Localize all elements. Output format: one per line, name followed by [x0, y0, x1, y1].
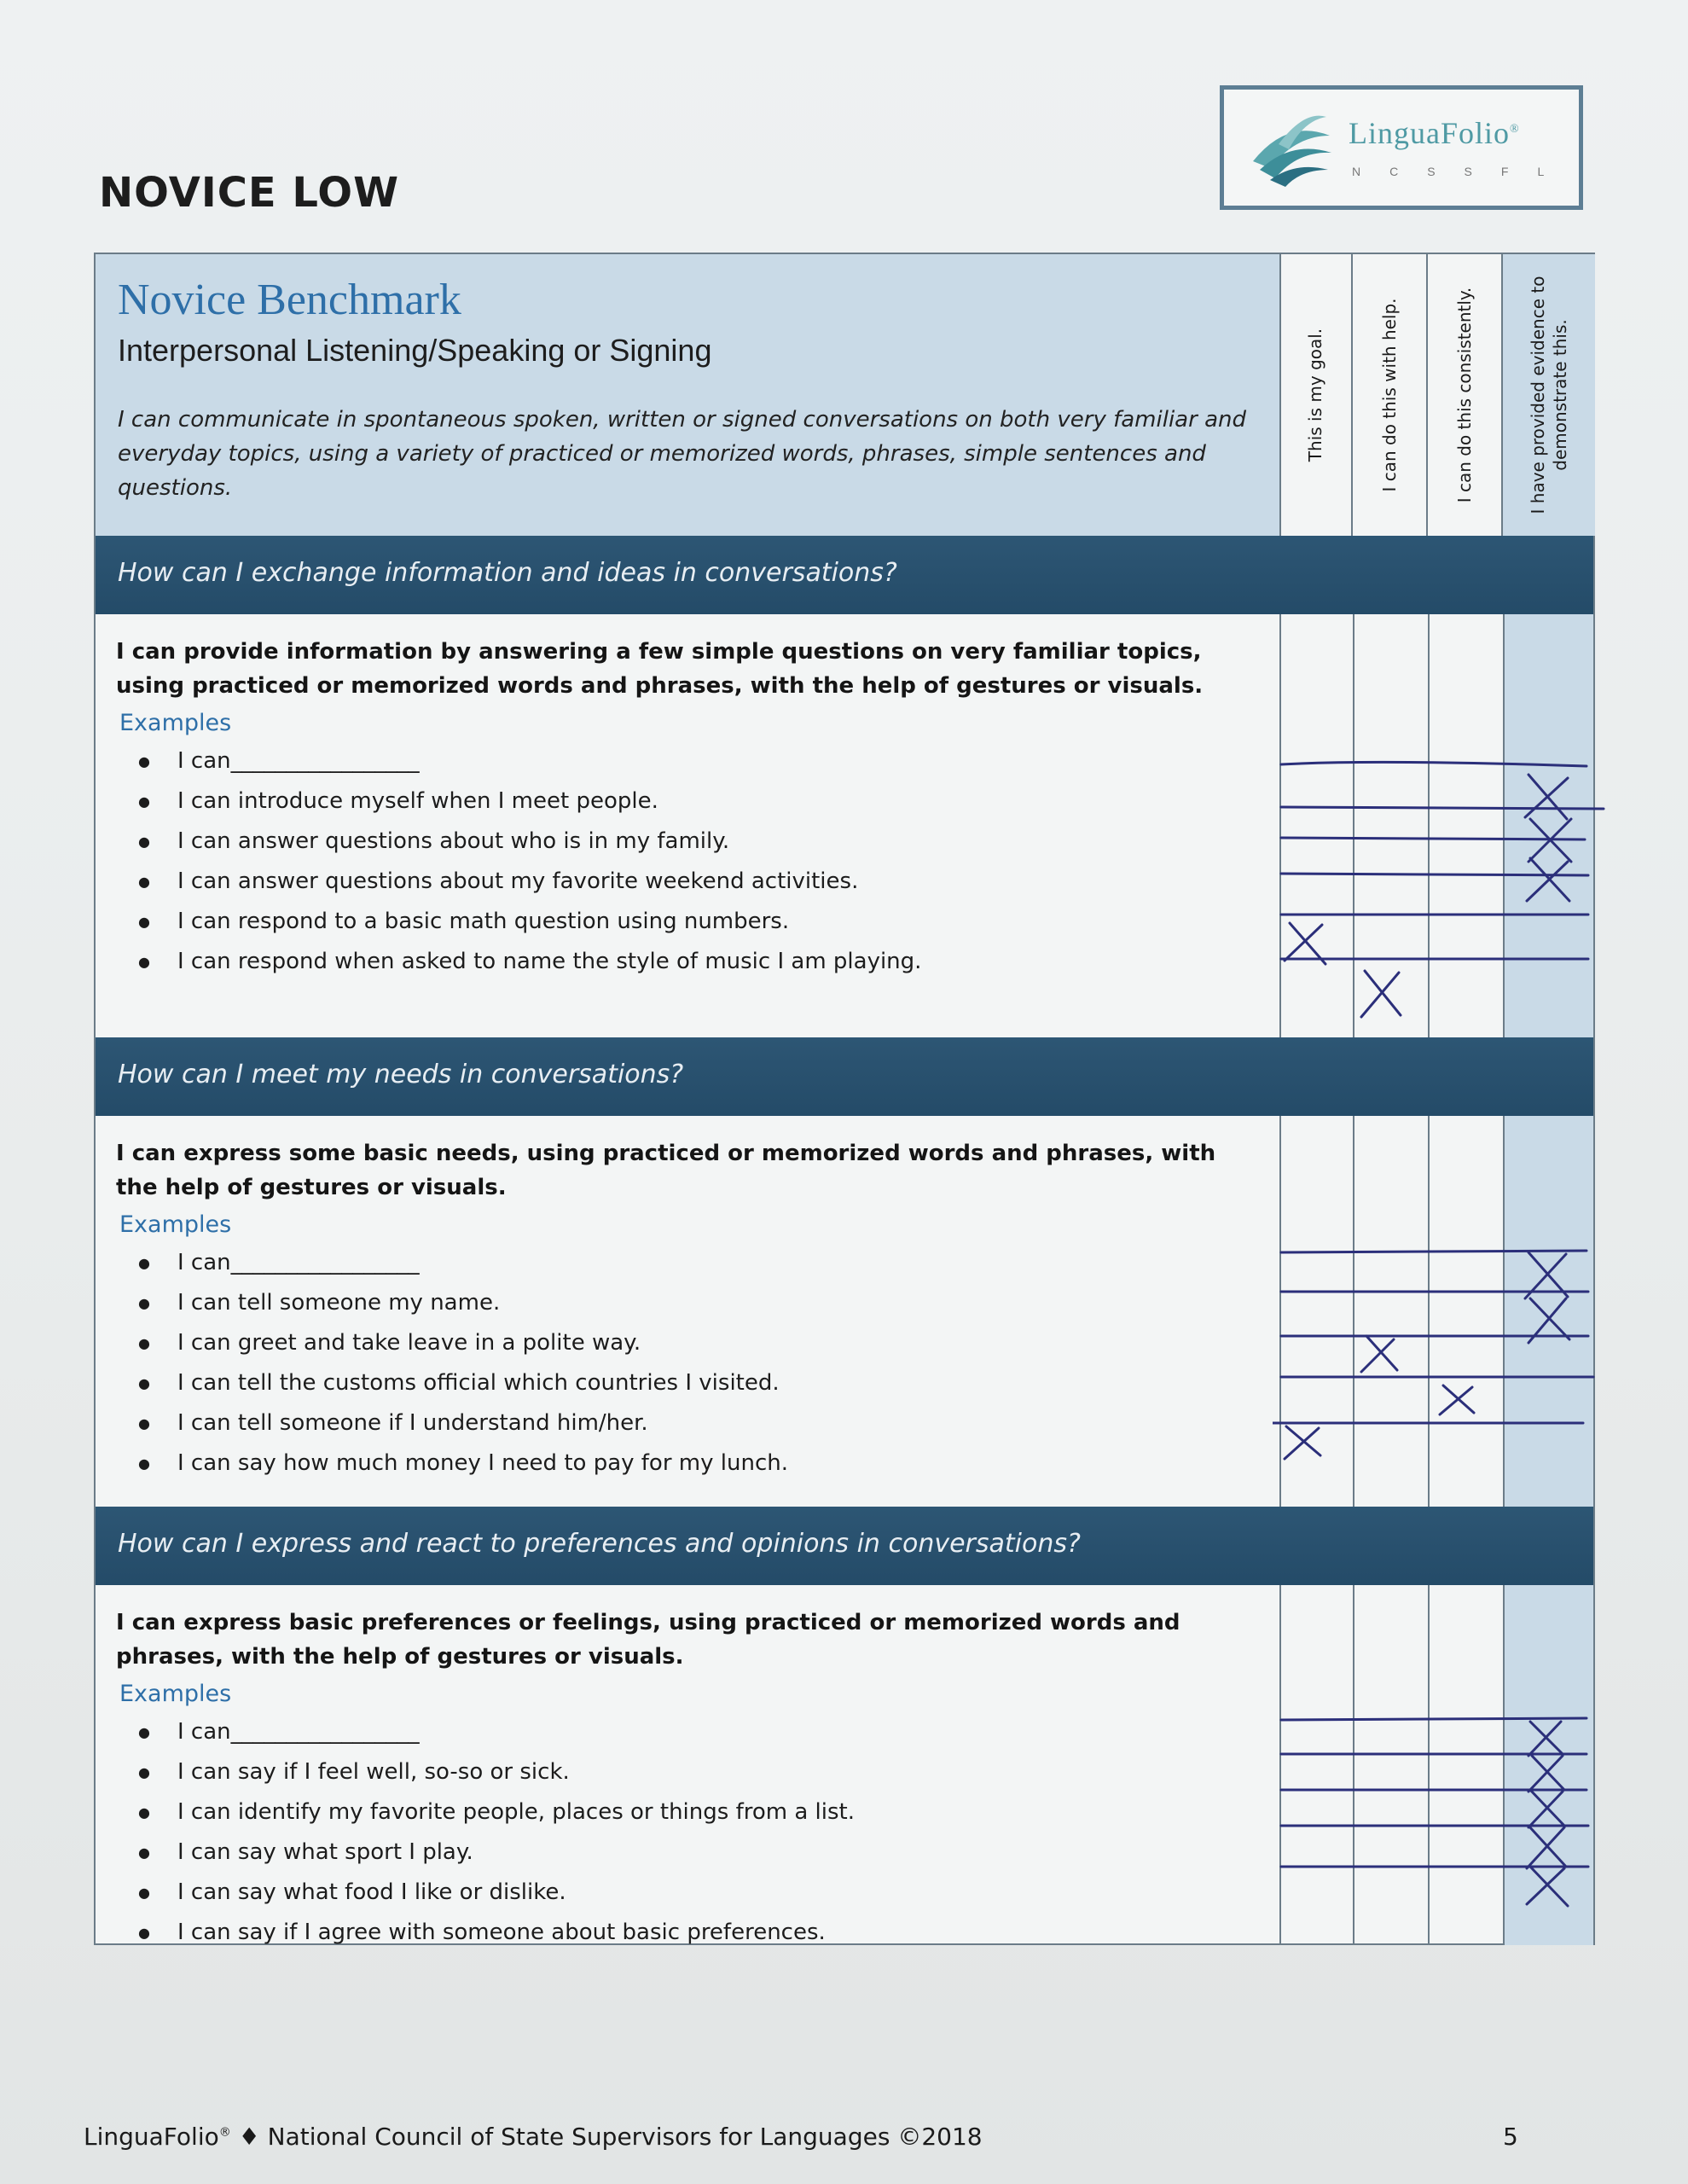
- question-bar-1: How can I exchange information and ideas in conversations?: [96, 536, 1593, 614]
- checklist-sheet: [94, 253, 1595, 1945]
- example-item: ● I can say if I agree with someone about basic preferences.: [116, 1913, 1259, 1953]
- example-item: ● I can say how much money I need to pay for my lunch.: [116, 1443, 1259, 1484]
- logo-name: LinguaFolio®: [1349, 116, 1520, 150]
- examples-list: [116, 1712, 1259, 1953]
- example-item: ● I can say what sport I play.: [116, 1833, 1259, 1873]
- can-do-section-2: [96, 1116, 1593, 1507]
- column-headers: [1279, 254, 1595, 536]
- examples-list: [116, 741, 1259, 982]
- linguafolio-logo: [1220, 85, 1583, 210]
- examples-list: [116, 1243, 1259, 1484]
- column-header-consistently: I can do this consistently.: [1428, 254, 1503, 536]
- footer-copyright: LinguaFolio® ♦ National Council of State Supervisors for Languages ©2018: [84, 2123, 983, 2151]
- examples-label: Examples: [119, 1211, 232, 1238]
- can-do-statement: I can express basic preferences or feelings, using practiced or memorized words and phrases, with the help of gestures or visuals.: [116, 1610, 1180, 1670]
- column-header-evidence: I have provided evidence to demonstrate this.: [1503, 254, 1595, 536]
- column-header-goal: This is my goal.: [1279, 254, 1353, 536]
- benchmark-title: Novice Benchmark: [118, 276, 461, 324]
- benchmark-description: I can communicate in spontaneous spoken, written or signed conversations on both very familiar and everyday topics, using a variety of practiced or memorized words, phrases, simple sentences and questions.: [118, 407, 1246, 501]
- can-do-statement: I can provide information by answering a few simple questions on very familiar topics, using practiced or memorized words and phrases, with the help of gestures or visuals.: [116, 639, 1204, 699]
- can-do-section-3: [96, 1585, 1593, 1945]
- example-item: ● I can introduce myself when I meet people.: [116, 781, 1259, 822]
- benchmark-subtitle: Interpersonal Listening/Speaking or Signing: [118, 333, 712, 368]
- example-item: ● I can_________________: [116, 1243, 1259, 1283]
- handwritten-marks-1: [1273, 614, 1605, 1037]
- example-item: ● I can identify my favorite people, places or things from a list.: [116, 1792, 1259, 1833]
- question-bar-2: How can I meet my needs in conversations?: [96, 1037, 1593, 1116]
- example-item: ● I can respond to a basic math question using numbers.: [116, 902, 1259, 942]
- logo-org: NCSSFL: [1352, 165, 1574, 178]
- example-item: ● I can answer questions about who is in my family.: [116, 822, 1259, 862]
- handwritten-marks-3: [1273, 1585, 1605, 1945]
- handwritten-marks-2: [1273, 1116, 1605, 1507]
- examples-label: Examples: [119, 710, 232, 736]
- example-item: ● I can_________________: [116, 741, 1259, 781]
- benchmark-header: [96, 254, 1281, 536]
- example-item: ● I can respond when asked to name the style of music I am playing.: [116, 942, 1259, 982]
- can-do-section-1: [96, 614, 1593, 1037]
- question-bar-3: How can I express and react to preferences and opinions in conversations?: [96, 1507, 1593, 1585]
- example-item: ● I can greet and take leave in a polite way.: [116, 1323, 1259, 1363]
- examples-label: Examples: [119, 1681, 232, 1707]
- example-item: ● I can say what food I like or dislike.: [116, 1873, 1259, 1913]
- linguafolio-leaf-icon: [1244, 102, 1338, 195]
- page-number: 5: [1503, 2123, 1518, 2151]
- example-item: ● I can tell the customs official which countries I visited.: [116, 1363, 1259, 1403]
- example-item: ● I can answer questions about my favorite weekend activities.: [116, 862, 1259, 902]
- column-header-with-help: I can do this with help.: [1353, 254, 1428, 536]
- example-item: ● I can tell someone my name.: [116, 1283, 1259, 1323]
- example-item: ● I can say if I feel well, so-so or sick.: [116, 1752, 1259, 1792]
- example-item: ● I can tell someone if I understand him/her.: [116, 1403, 1259, 1443]
- example-item: ● I can_________________: [116, 1712, 1259, 1752]
- level-heading: NOVICE LOW: [99, 169, 400, 217]
- can-do-statement: I can express some basic needs, using practiced or memorized words and phrases, with the help of gestures or visuals.: [116, 1141, 1216, 1200]
